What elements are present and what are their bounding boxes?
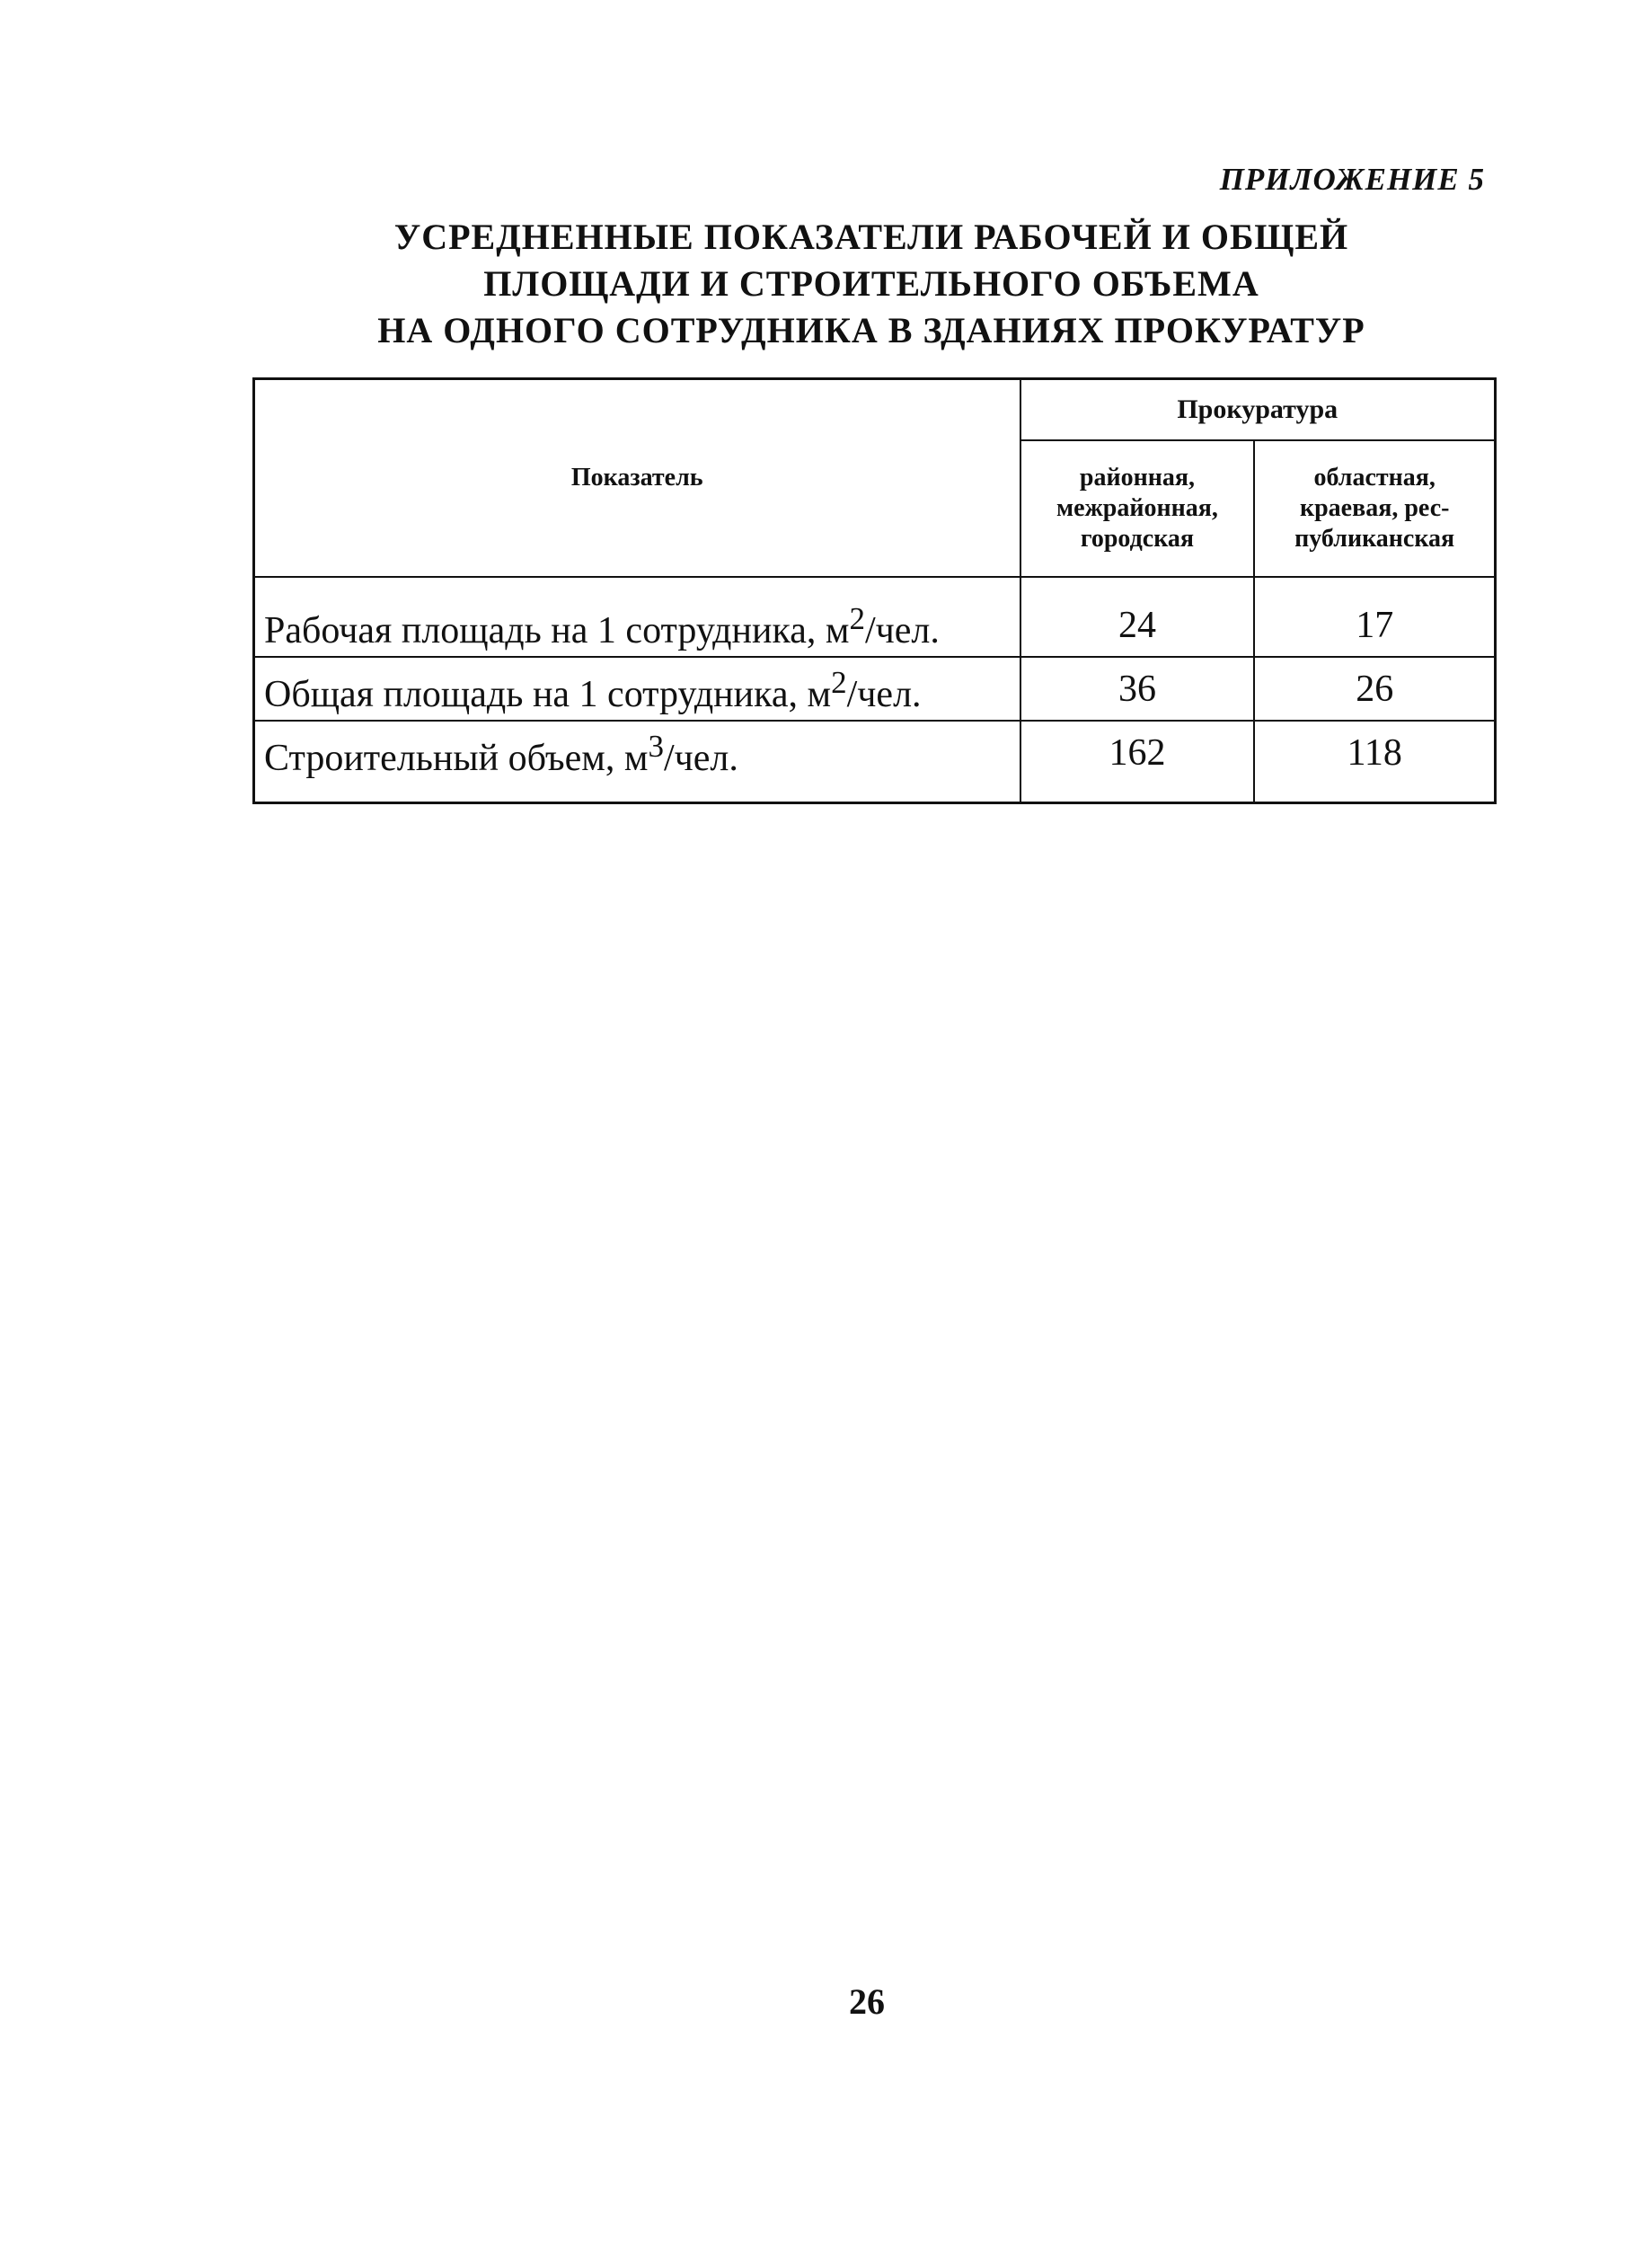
header-regional-line-1: областная, [1313,464,1436,492]
header-regional-line-3: публиканская [1294,525,1455,553]
header-district-line-2: межрайонная, [1056,494,1218,522]
appendix-label: ПРИЛОЖЕНИЕ 5 [1219,162,1485,197]
row-value-regional: 26 [1254,657,1495,721]
title-line-1: УСРЕДНЕННЫЕ ПОКАЗАТЕЛИ РАБОЧЕЙ И ОБЩЕЙ [393,217,1349,257]
row-label: Строительный объем, $м^3$/чел. [254,721,1020,803]
document-title [252,214,1491,354]
row-value-regional: 118 [1254,721,1495,803]
row-label: Общая площадь на 1 сотрудника, $м^2$/чел. [254,657,1020,721]
page-number: 26 [849,1981,885,2022]
indicators-table [252,377,1497,804]
row-value-district: 162 [1020,721,1255,803]
header-indicator: Показатель [254,379,1020,578]
table-row [254,721,1496,803]
header-district-line-1: районная, [1079,464,1196,492]
row-value-district: 24 [1020,577,1255,657]
header-regional [1254,440,1495,577]
header-prosecutor-office: Прокуратура [1020,379,1496,441]
title-line-2: ПЛОЩАДИ И СТРОИТЕЛЬНОГО ОБЪЕМА [483,263,1259,304]
title-line-3: НА ОДНОГО СОТРУДНИКА В ЗДАНИЯХ ПРОКУРАТУР [377,310,1365,350]
table-row [254,577,1496,657]
header-district [1020,440,1255,577]
header-regional-line-2: краевая, рес- [1299,494,1450,522]
row-label: Рабочая площадь на 1 сотрудника, $м^2$/чел. [254,577,1020,657]
row-value-regional: 17 [1254,577,1495,657]
row-value-district: 36 [1020,657,1255,721]
table-row [254,657,1496,721]
header-district-line-3: городская [1080,525,1195,553]
